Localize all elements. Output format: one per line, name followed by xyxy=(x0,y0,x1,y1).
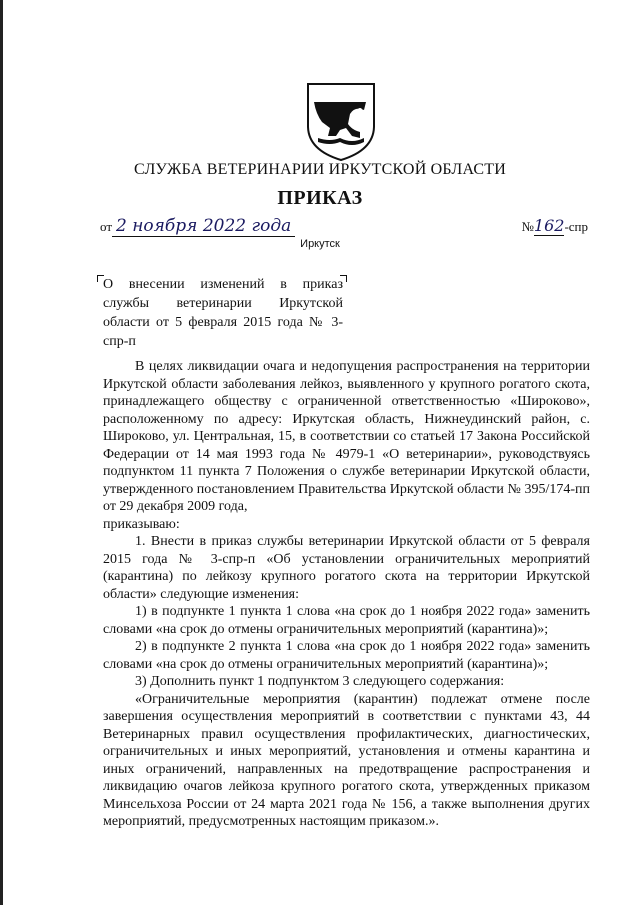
organization-name: СЛУЖБА ВЕТЕРИНАРИИ ИРКУТСКОЙ ОБЛАСТИ xyxy=(134,161,506,178)
preamble-paragraph: В целях ликвидации очага и недопущения распространения на территории Иркутской области заболевания лейкоз, выявленного у крупного рогатого скота, принадлежащего обществу с ограниченной ответственностью «Широково», расположенному по адресу: Иркутская область, Нижнеудинский район, с. Широково, ул. Центральная, 15, в соответствии со статьей 17 Закона Российской Федерации от 14 мая 1993 года № 4979-1 «О ветеринарии», руководствуясь подпунктом 11 пункта 7 Положения о службе ветеринарии Иркутской области, утвержденного постановлением Правительства Иркутской области № 395/174-пп от 29 декабря 2009 года, xyxy=(103,359,590,514)
number-prefix: № xyxy=(521,219,534,234)
subitem-1-paragraph: 1) в подпункте 1 пункта 1 слова «на срок до 1 ноября 2022 года» заменить словами «на срок до отмены ограничительных мероприятий (карантина)»; xyxy=(103,604,590,637)
handwritten-number: 162 xyxy=(533,216,565,235)
order-number xyxy=(521,216,588,235)
document-title: ПРИКАЗ xyxy=(277,187,363,209)
number-suffix: -спр xyxy=(564,219,588,234)
order-body xyxy=(103,358,590,831)
order-date xyxy=(100,216,295,236)
quoted-text-paragraph: «Ограничительные мероприятия (карантин) подлежат отмене после завершения осуществления мероприятий в соответствии с пунктами 43, 44 Ветеринарных правил осуществления профилактических, диагностических, ограничительных и иных мероприятий, установления и отмены карантина и иных ограничений, направленных на предотвращение распространения и ликвидацию очагов лейкоза крупного рогатого скота, утвержденных приказом Минсельхоза России от 24 марта 2021 года № 156, а также выполнения других мероприятий, предусмотренных настоящим приказом.». xyxy=(103,691,590,829)
subitem-2-paragraph: 2) в подпункте 2 пункта 1 слова «на срок до 1 ноября 2022 года» заменить словами «на срок до отмены ограничительных мероприятий (карантина)»; xyxy=(103,639,590,672)
city: Иркутск xyxy=(300,238,340,250)
scan-edge xyxy=(0,0,3,905)
order-word: приказываю: xyxy=(103,516,180,532)
coat-of-arms-icon xyxy=(300,80,382,162)
order-subject: О внесении изменений в приказ службы ветеринарии Иркутской области от 5 февраля 2015 года № 3-спр-п xyxy=(103,277,343,349)
item-1-paragraph: 1. Внести в приказ службы ветеринарии Иркутской области от 5 февраля 2015 года № 3-спр-п «Об установлении ограничительных мероприятий (карантина) по лейкозу крупного рогатого скота на территории Иркутской области» следующие изменения: xyxy=(103,534,590,602)
date-prefix: от xyxy=(100,219,113,234)
subitem-3-paragraph: 3) Дополнить пункт 1 подпунктом 3 следующего содержания: xyxy=(135,674,505,689)
handwritten-date: 2 ноября 2022 года xyxy=(112,216,295,237)
